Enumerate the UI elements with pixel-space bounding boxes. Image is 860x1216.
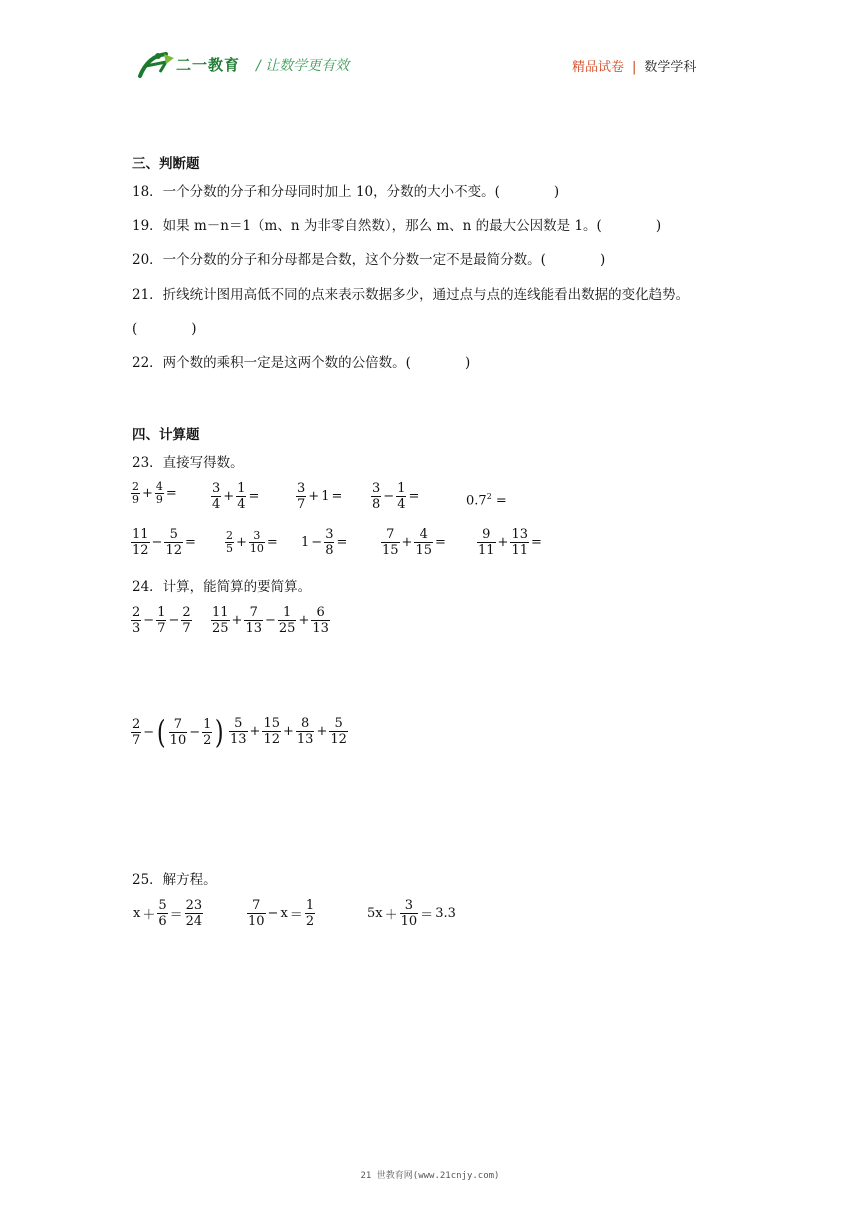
operator: ＝: [169, 908, 183, 923]
denominator: 25: [212, 621, 229, 636]
operator: 3.3: [435, 906, 456, 921]
numerator: 3: [297, 481, 306, 496]
denominator: 7: [182, 621, 191, 636]
fraction: [278, 605, 297, 636]
slogan: / 让数学更有效: [256, 58, 350, 74]
denominator: 4: [212, 497, 221, 512]
operator: −: [189, 724, 201, 740]
logo-text: 二一教育: [176, 56, 241, 74]
equation-25-2: [246, 898, 316, 929]
expr-23-6: [130, 527, 197, 558]
numerator: 7: [247, 898, 266, 914]
expr-23-7: [224, 530, 279, 555]
section-title-judgement: 三、判断题: [132, 156, 200, 172]
operator: +: [249, 724, 261, 739]
numerator: 3: [249, 530, 265, 543]
header-subject: 数学学科: [644, 60, 697, 75]
expr-23-1: [130, 481, 178, 506]
denominator: 2: [203, 732, 212, 748]
fraction: [249, 530, 265, 555]
numerator: 2: [132, 480, 139, 493]
denominator: 10: [248, 914, 265, 929]
question-21-answer: ( ): [132, 321, 197, 337]
operator: −: [383, 489, 395, 504]
operator: 5x: [367, 906, 383, 921]
expr-24-2: [210, 605, 331, 636]
denominator: 8: [372, 497, 381, 512]
expr-24-3: [130, 713, 226, 751]
denominator: 2: [305, 914, 315, 929]
operator: ＋: [142, 908, 156, 923]
numerator: 3: [372, 481, 381, 496]
denominator: 11: [511, 543, 528, 558]
numerator: 3: [212, 481, 221, 496]
operator: +: [142, 486, 153, 501]
operator: −: [151, 535, 163, 550]
section-title-calculation: 四、计算题: [132, 427, 200, 443]
fraction: [236, 481, 246, 512]
operator: 1: [301, 535, 310, 550]
numerator: 2: [182, 605, 191, 620]
expr-23-9: [380, 527, 447, 558]
operator: −: [143, 724, 155, 740]
denominator: 25: [278, 621, 296, 636]
operator: +: [298, 613, 310, 628]
numerator: 6: [311, 605, 330, 621]
fraction: [229, 716, 248, 747]
denominator: 4: [397, 497, 406, 512]
operator: −: [143, 613, 155, 628]
operator: +: [223, 489, 235, 504]
expr-24-1: [130, 605, 193, 636]
numerator: 7: [381, 527, 400, 543]
denominator: 5: [226, 542, 233, 555]
fraction: [185, 898, 204, 929]
expr-23-8: [300, 527, 348, 558]
denominator: 3: [132, 621, 141, 636]
operator: ＋: [384, 908, 398, 923]
header-separator: |: [632, 60, 637, 75]
operator: =: [266, 535, 278, 550]
fraction: [247, 898, 266, 929]
denominator: 13: [296, 732, 314, 747]
fraction: [131, 481, 140, 506]
fraction: [131, 527, 150, 558]
operator: x: [133, 906, 141, 921]
fraction: [324, 527, 334, 558]
fraction: [131, 605, 141, 636]
question-25: 25．解方程。: [132, 872, 217, 888]
operator: −: [168, 613, 180, 628]
numerator: 2: [132, 716, 141, 732]
fraction: [371, 481, 381, 512]
denominator: 12: [165, 543, 182, 558]
fraction: [305, 898, 315, 929]
operator: =: [248, 489, 260, 504]
equation-25-3: [366, 898, 457, 929]
operator: +: [316, 724, 328, 739]
operator: +: [497, 535, 509, 550]
operator: ＝: [289, 908, 303, 923]
denominator: 12: [132, 543, 149, 558]
numerator: 5: [229, 716, 248, 732]
header-right: [572, 56, 696, 75]
denominator: 10: [169, 732, 187, 748]
parenthesis: (: [157, 713, 166, 751]
numerator: 1: [305, 898, 315, 913]
operator: +: [283, 724, 294, 739]
denominator: 15: [415, 543, 432, 558]
fraction: [477, 527, 496, 558]
denominator: 13: [245, 621, 262, 636]
denominator: 9: [155, 493, 163, 506]
fraction: [156, 605, 166, 636]
operator: +: [236, 535, 247, 550]
expr-23-10: [476, 527, 543, 558]
operator: 1: [321, 489, 330, 504]
operator: =: [435, 535, 446, 550]
fraction: [181, 605, 191, 636]
fraction: [244, 605, 263, 636]
operator: =: [165, 486, 177, 501]
operator: +: [308, 489, 320, 504]
operator: −: [267, 906, 279, 921]
numerator: 15: [263, 716, 280, 731]
operator: =: [331, 489, 343, 504]
numerator: 3: [325, 527, 334, 542]
fraction: [381, 527, 400, 558]
denominator: 7: [157, 621, 166, 636]
denominator: 11: [478, 543, 495, 558]
question-23: 23．直接写得数。: [132, 455, 244, 471]
operator: −: [265, 613, 276, 628]
numerator: 1: [237, 481, 246, 496]
denominator: 10: [400, 914, 418, 929]
operator: −: [311, 535, 323, 550]
question-21: 21．折线统计图用高低不同的点来表示数据多少，通过点与点的连线能看出数据的变化趋势。: [132, 287, 690, 303]
fraction: [400, 898, 419, 929]
question-19: 19．如果 m－n＝1（m、n 为非零自然数），那么 m、n 的最大公因数是 1。( ): [132, 218, 662, 234]
question-20: 20．一个分数的分子和分母都是合数，这个分数一定不是最简分数。( ): [132, 252, 606, 268]
denominator: 24: [185, 914, 203, 929]
operator: +: [231, 613, 243, 628]
question-24: 24．计算，能简算的要简算。: [132, 579, 312, 595]
numerator: 23: [185, 898, 203, 913]
fraction: [157, 898, 167, 929]
numerator: 9: [477, 527, 496, 543]
equation-25-1: [132, 898, 204, 929]
question-18: 18．一个分数的分子和分母同时加上 10，分数的大小不变。( ): [132, 184, 560, 200]
parenthesis: ): [215, 713, 225, 751]
fraction: [169, 717, 188, 748]
fraction: [164, 527, 183, 558]
fraction: [202, 717, 212, 748]
denominator: 12: [330, 732, 347, 747]
numerator: 1: [278, 605, 297, 621]
numerator: 1: [203, 716, 212, 732]
denominator: 4: [237, 497, 246, 512]
denominator: 9: [132, 493, 139, 506]
operator: =: [531, 535, 542, 550]
operator: =: [408, 489, 420, 504]
fraction: [296, 716, 315, 747]
numerator: 7: [244, 605, 263, 621]
denominator: 8: [325, 543, 334, 558]
operator: =: [336, 535, 348, 550]
fraction: [131, 717, 141, 748]
denominator: 13: [230, 732, 247, 747]
fraction: [296, 481, 306, 512]
operator: x: [280, 906, 288, 921]
fraction: [329, 716, 348, 747]
denominator: 6: [158, 914, 167, 929]
fraction: [211, 605, 230, 636]
fraction: [262, 716, 281, 747]
numerator: 2: [226, 529, 233, 542]
numerator: 1: [157, 605, 166, 620]
numerator: 5: [158, 898, 167, 913]
denominator: 15: [382, 543, 399, 558]
numerator: 1: [397, 481, 406, 496]
numerator: 3: [400, 898, 419, 914]
denominator: 12: [263, 732, 280, 747]
question-22: 22．两个数的乘积一定是这两个数的公倍数。( ): [132, 355, 471, 371]
denominator: 10: [249, 542, 264, 555]
numerator: 2: [132, 605, 141, 620]
numerator: 11: [132, 527, 149, 542]
expr-24-4: [228, 716, 349, 747]
numerator: 13: [511, 527, 528, 542]
expr-23-2: [210, 481, 260, 512]
fraction: [225, 530, 234, 555]
fraction: [211, 481, 221, 512]
denominator: 7: [132, 732, 141, 748]
numerator: 4: [414, 527, 433, 543]
fraction: [414, 527, 433, 558]
fraction: [155, 481, 164, 506]
fraction: [311, 605, 330, 636]
numerator: 4: [155, 480, 163, 493]
numerator: 8: [296, 716, 315, 732]
numerator: 5: [329, 716, 348, 732]
numerator: 7: [169, 717, 188, 733]
header-label: 精品试卷: [572, 60, 625, 75]
operator: +: [401, 535, 413, 550]
operator: ＝: [420, 908, 434, 923]
numerator: 5: [164, 527, 183, 543]
fraction: [396, 481, 406, 512]
expr-23-3: [295, 481, 343, 512]
fraction: [510, 527, 529, 558]
expr-23-4: [370, 481, 420, 512]
denominator: 7: [297, 497, 306, 512]
denominator: 13: [312, 621, 329, 636]
operator: =: [185, 535, 196, 550]
expr-23-5: $0.7^2$ =: [466, 492, 507, 509]
numerator: 11: [212, 605, 229, 620]
footer: 21 世教育网(www.21cnjy.com): [360, 1171, 500, 1181]
